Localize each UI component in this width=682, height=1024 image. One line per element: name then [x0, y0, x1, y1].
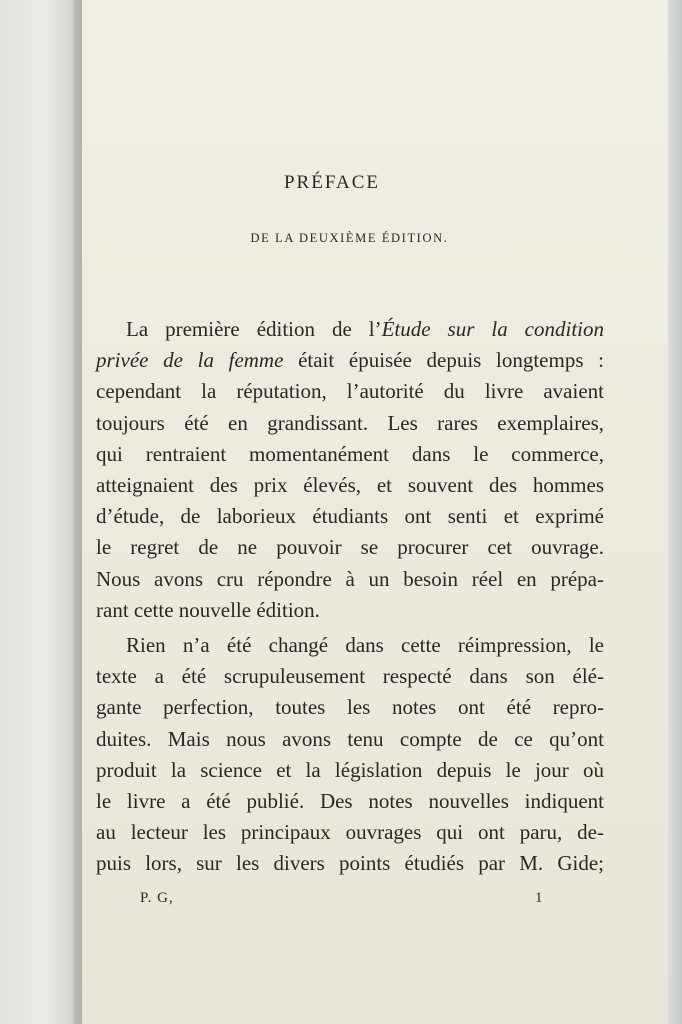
book-page: [82, 0, 672, 1024]
text-line: Nous avons cru répondre à un besoin réel en prépa-: [96, 566, 604, 591]
signature-mark: P. G,: [140, 890, 174, 906]
preface-body: [96, 314, 604, 880]
text-run: La première édition de l’: [126, 317, 382, 341]
italic-title-run: privée de la femme: [96, 348, 284, 373]
left-page-edge: [0, 0, 82, 1024]
text-line: gante perfection, toutes les notes ont été repro-: [96, 695, 604, 720]
italic-title-run: Étude sur la condition: [381, 317, 604, 341]
text-line: au lecteur les principaux ouvrages qui ont paru, de-: [96, 820, 604, 845]
text-line: atteignaient des prix élevés, et souvent des hommes: [96, 473, 604, 498]
text-line: rant cette nouvelle édition.: [96, 597, 320, 622]
page-subtitle: DE LA DEUXIÈME ÉDITION.: [250, 231, 449, 245]
text-line: toujours été en grandissant. Les rares exemplaires,: [96, 410, 604, 435]
text-line: le regret de ne pouvoir se procurer cet ouvrage.: [96, 535, 604, 560]
page-title: PRÉFACE: [283, 172, 380, 193]
text-run: était épuisée depuis longtemps :: [283, 348, 604, 373]
paragraph-2: [96, 630, 604, 880]
background-edge: [668, 0, 682, 1024]
text-line: duites. Mais nous avons tenu compte de ce qu’ont: [96, 726, 604, 751]
paragraph-1: [96, 314, 604, 626]
text-line: produit la science et la législation depuis le jour où: [96, 757, 604, 782]
text-line: le livre a été publié. Des notes nouvelles indiquent: [96, 789, 604, 814]
text-line: Rien n’a été changé dans cette réimpression, le: [126, 633, 604, 658]
text-line: qui rentraient momentanément dans le commerce,: [96, 441, 604, 466]
text-line: cependant la réputation, l’autorité du livre avaient: [96, 379, 604, 404]
text-line: d’étude, de laborieux étudiants ont senti et exprimé: [96, 504, 604, 529]
page-number: 1: [535, 890, 543, 906]
text-line: [96, 314, 604, 345]
text-line: texte a été scrupuleusement respecté dans son élé-: [96, 664, 604, 689]
text-line: puis lors, sur les divers points étudiés par M. Gide;: [96, 851, 604, 876]
text-line: [96, 345, 604, 376]
